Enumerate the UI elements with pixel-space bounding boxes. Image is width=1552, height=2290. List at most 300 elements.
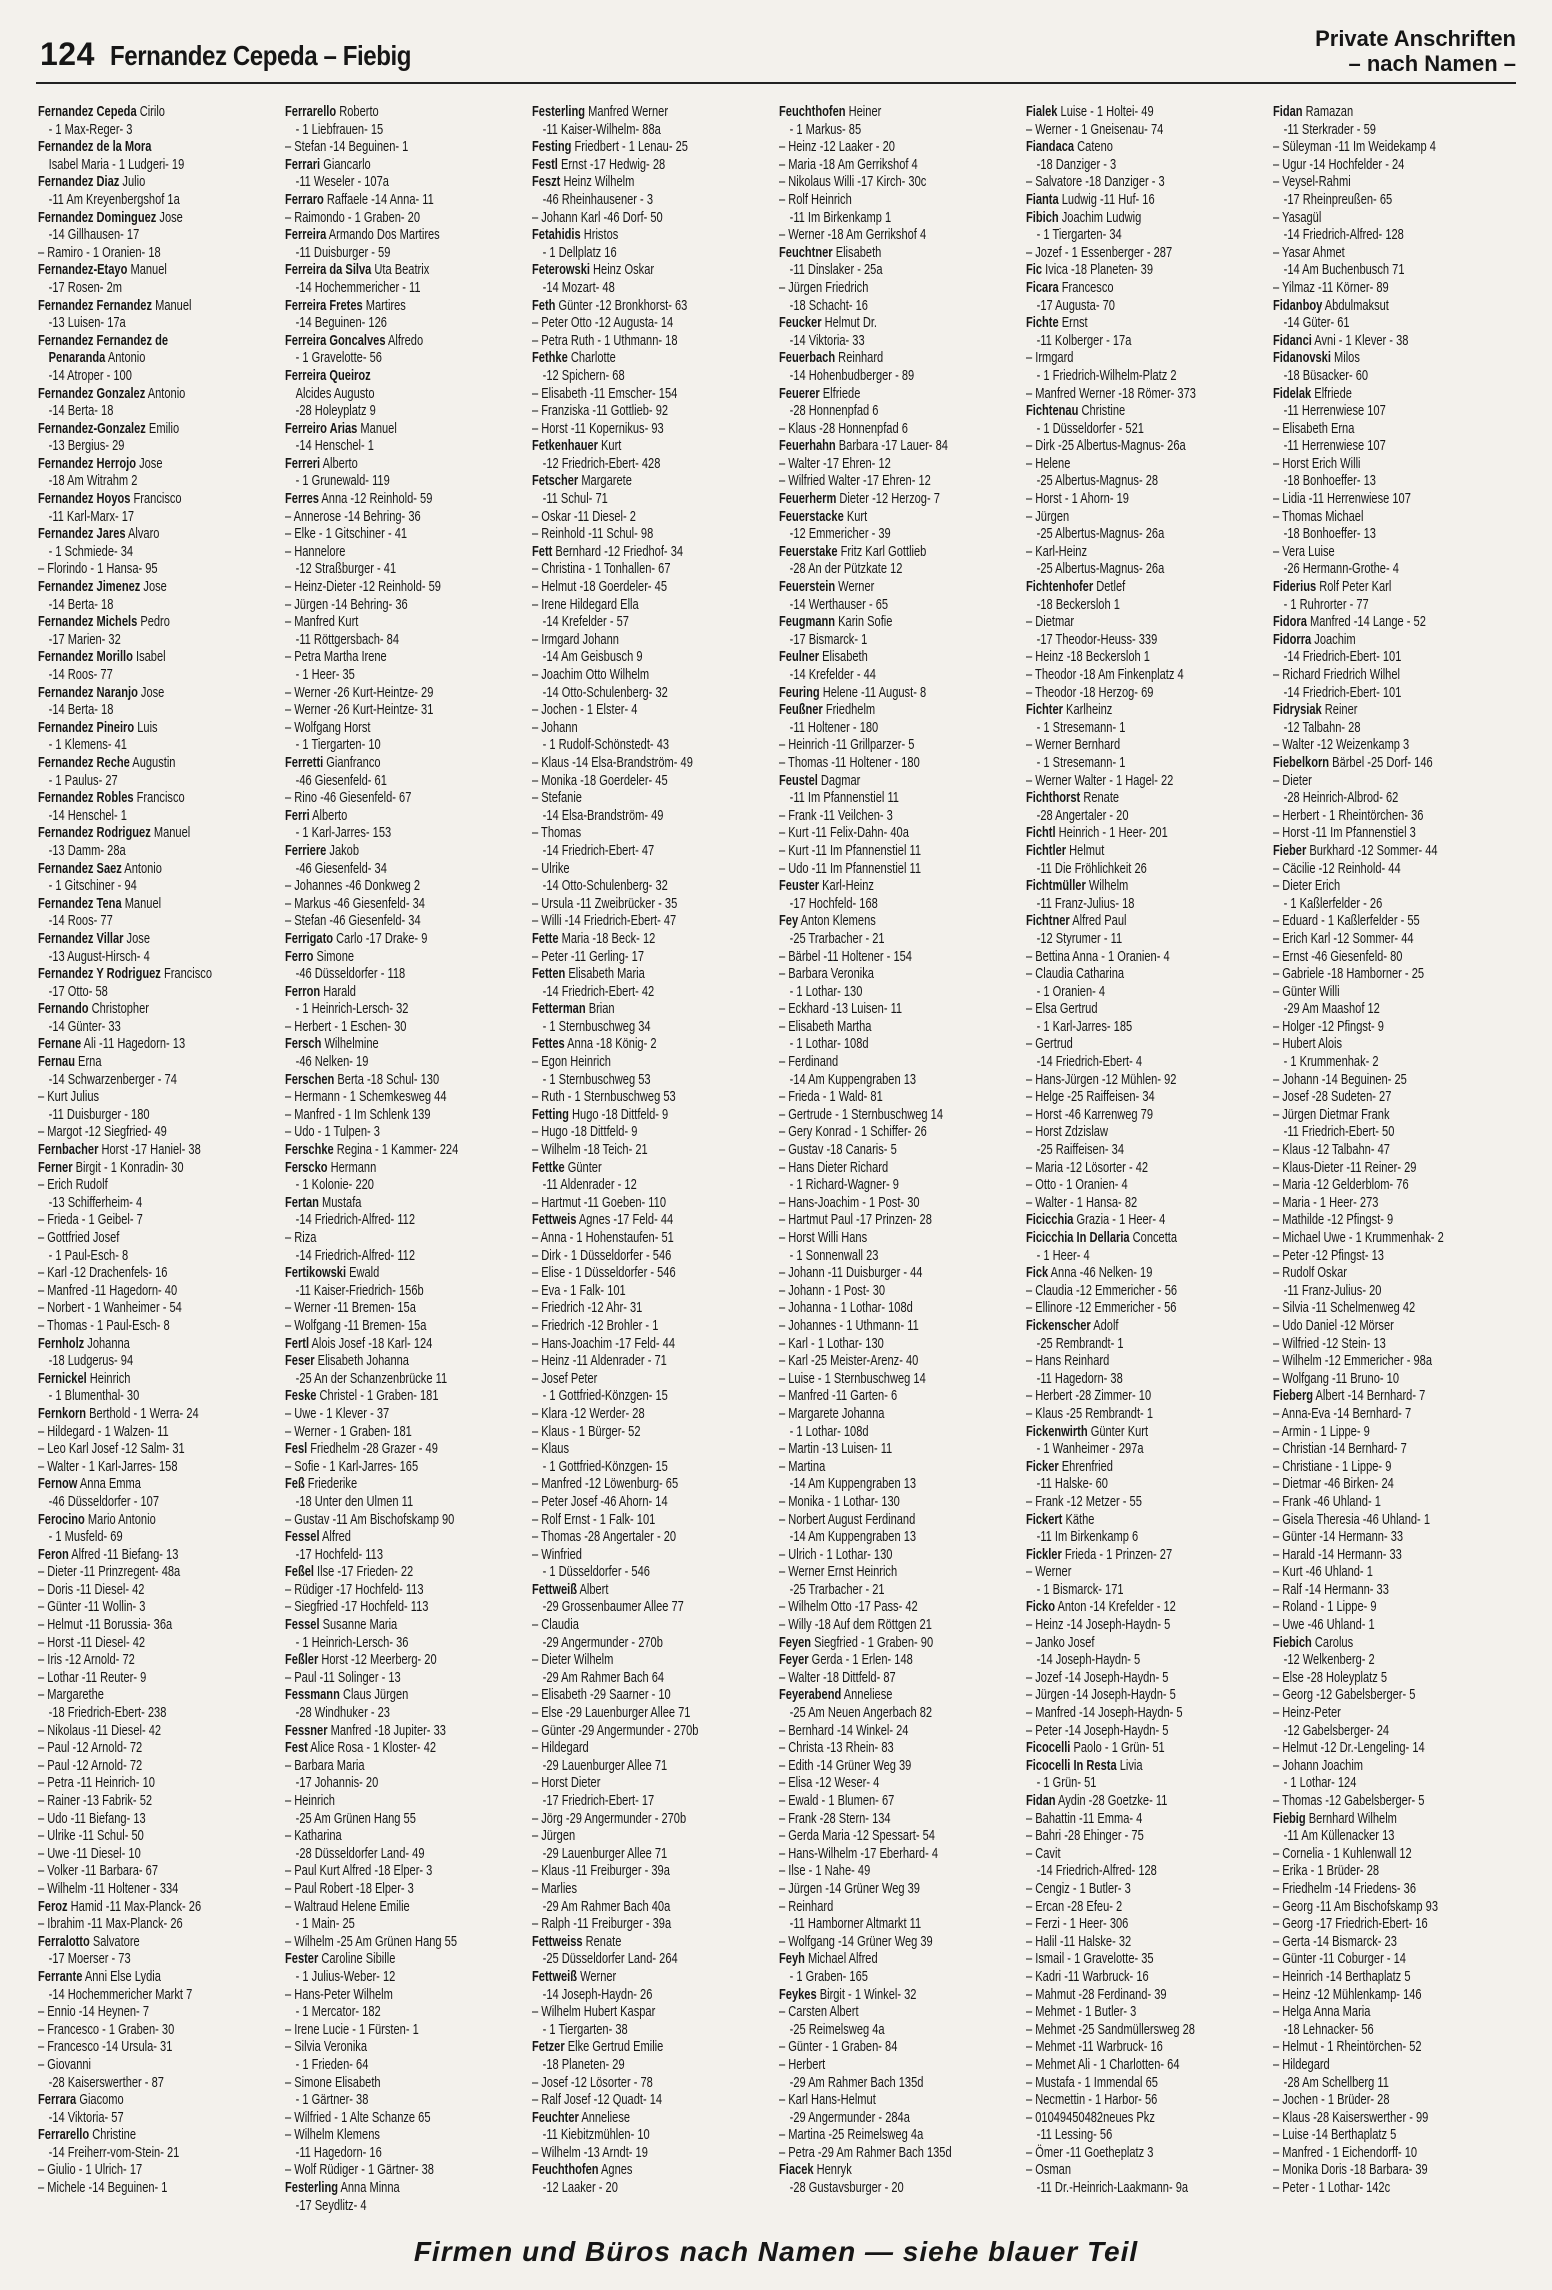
entry-details: – Rainer -13 Fabrik- 52 — [38, 1793, 153, 1809]
entry-details: Simone — [313, 948, 355, 965]
entry-details: - 1 Heer- 35 — [295, 667, 355, 683]
directory-entry — [779, 1582, 1015, 1600]
entry-details: Henryk — [813, 2162, 852, 2179]
directory-entry — [285, 1793, 521, 1811]
directory-column-5 — [1026, 104, 1262, 2222]
entry-details: – Hans-Wilhelm -17 Eberhard- 4 — [779, 1845, 939, 1862]
entry-details: – Elsa Gertrud — [1026, 1001, 1098, 1018]
directory-entry — [38, 1300, 274, 1318]
entry-details: – Jürgen -14 Joseph-Haydn- 5 — [1026, 1687, 1176, 1704]
entry-details: – Erich Rudolf — [38, 1177, 108, 1194]
directory-entry — [38, 1846, 274, 1864]
entry-surname: Ferreira Goncalves — [285, 332, 386, 349]
directory-entry — [532, 1582, 768, 1600]
entry-surname: Ficicchia — [1026, 1212, 1074, 1229]
directory-entry — [285, 2162, 521, 2180]
directory-entry — [1026, 1987, 1262, 2005]
directory-entry — [38, 702, 274, 720]
directory-entry — [38, 579, 274, 597]
directory-entry — [1026, 2004, 1262, 2022]
directory-entry — [1026, 438, 1262, 456]
entry-details: Ilse -17 Frieden- 22 — [313, 1564, 414, 1581]
entry-details: – Ibrahim -11 Max-Planck- 26 — [38, 1916, 183, 1933]
entry-details: – Helmut -18 Goerdeler- 45 — [532, 579, 668, 596]
entry-details: – Frank -12 Metzer - 55 — [1026, 1493, 1142, 1510]
directory-entry — [1273, 1899, 1509, 1917]
entry-surname: Ferreira da Silva — [285, 262, 372, 279]
entry-details: – Bärbel -11 Holtener - 154 — [779, 948, 912, 965]
directory-entry — [285, 2127, 521, 2145]
entry-details: – Helge -25 Raiffeisen- 34 — [1026, 1089, 1155, 1106]
entry-details: - 1 Schmiede- 34 — [48, 543, 134, 560]
entry-details: – Peter Otto -12 Augusta- 14 — [532, 315, 674, 332]
entry-details: – Thomas -28 Angertaler - 20 — [532, 1529, 677, 1546]
directory-entry — [1026, 1072, 1262, 1090]
directory-entry — [285, 825, 521, 843]
directory-entry — [38, 949, 274, 967]
directory-entry — [532, 2145, 768, 2163]
entry-details: – Wolfgang Horst — [285, 719, 371, 736]
entry-surname: Fickler — [1026, 1546, 1062, 1563]
directory-entry — [38, 1054, 274, 1072]
entry-details: – Mehmet Ali - 1 Charlotten- 64 — [1026, 2056, 1180, 2073]
entry-details: – Christian -14 Bernhard- 7 — [1273, 1441, 1407, 1458]
entry-details: – Monika Doris -18 Barbara- 39 — [1273, 2162, 1428, 2179]
directory-entry — [38, 1195, 274, 1213]
entry-details: -14 Werthauser - 65 — [789, 596, 889, 613]
directory-entry — [285, 931, 521, 949]
directory-entry — [38, 1177, 274, 1195]
section-title-line2: – nach Namen – — [1348, 51, 1516, 76]
entry-details: -14 Mozart- 48 — [542, 279, 615, 296]
directory-entry — [779, 315, 1015, 333]
entry-details: -18 Ludgerus- 94 — [48, 1353, 134, 1370]
directory-entry — [285, 1687, 521, 1705]
entry-surname: Penaranda — [48, 350, 106, 367]
entry-surname: Fettweiß — [532, 1968, 577, 1985]
entry-details: – Hugo -18 Dittfeld- 9 — [532, 1124, 638, 1141]
directory-entry — [38, 561, 274, 579]
directory-column-6 — [1273, 104, 1509, 2222]
directory-entry — [1026, 509, 1262, 527]
entry-details: -11 Hagedorn- 38 — [1036, 1370, 1123, 1387]
directory-entry — [38, 1371, 274, 1389]
entry-surname: Fernow — [38, 1476, 78, 1493]
directory-entry — [1026, 2092, 1262, 2110]
directory-entry — [779, 1001, 1015, 1019]
directory-entry — [1273, 1775, 1509, 1793]
entry-surname: Fessner — [285, 1722, 328, 1739]
directory-entry — [532, 1230, 768, 1248]
directory-entry — [38, 1318, 274, 1336]
directory-entry — [779, 1881, 1015, 1899]
directory-entry — [38, 861, 274, 879]
entry-details: – Paul -12 Arnold- 72 — [38, 1740, 143, 1757]
directory-entry — [1026, 966, 1262, 984]
entry-surname: Fernandez Cepeda — [38, 104, 137, 120]
directory-entry — [38, 1336, 274, 1354]
directory-entry — [38, 1899, 274, 1917]
directory-entry — [1026, 878, 1262, 896]
entry-details: Antonio — [105, 350, 146, 367]
directory-entry — [1026, 896, 1262, 914]
directory-entry — [1026, 649, 1262, 667]
entry-details: - 1 Blumenthal- 30 — [48, 1388, 140, 1405]
entry-details: – Wilhelm -12 Emmericher - 98a — [1273, 1353, 1433, 1370]
entry-details: Heinrich — [86, 1370, 131, 1387]
directory-entry — [779, 1775, 1015, 1793]
directory-entry — [532, 1775, 768, 1793]
directory-entry — [285, 1723, 521, 1741]
entry-details: – Frieda - 1 Wald- 81 — [779, 1089, 883, 1106]
entry-details: – Claudia Catharina — [1026, 966, 1125, 983]
entry-details: – Heinz -12 Mühlenkamp- 146 — [1273, 1986, 1422, 2003]
entry-details: -11 Halske- 60 — [1036, 1476, 1108, 1493]
entry-surname: Fichthorst — [1026, 790, 1081, 807]
directory-entry — [532, 878, 768, 896]
directory-entry — [285, 438, 521, 456]
directory-entry — [285, 491, 521, 509]
directory-entry — [1026, 1863, 1262, 1881]
directory-entry — [285, 1846, 521, 1864]
entry-details: - 1 Lothar- 108d — [789, 1036, 869, 1053]
entry-details: – Friedrich -12 Ahr- 31 — [532, 1300, 643, 1317]
entry-details: Werner — [576, 1968, 617, 1985]
entry-details: – Mehmet -25 Sandmüllersweg 28 — [1026, 2021, 1195, 2038]
entry-details: – Eckhard -13 Luisen- 11 — [779, 1001, 903, 1018]
entry-details: -28 Am Schellberg 11 — [1283, 2074, 1389, 2091]
entry-details: Bärbel -25 Dorf- 146 — [1329, 754, 1433, 771]
directory-entry — [285, 122, 521, 140]
entry-surname: Fidorra — [1273, 631, 1312, 648]
entry-details: -17 Augusta- 70 — [1036, 297, 1115, 314]
entry-details: – Wilfried Walter -17 Ehren- 12 — [779, 473, 931, 490]
entry-details: Elisabeth Johanna — [314, 1353, 409, 1370]
directory-entry — [1273, 1758, 1509, 1776]
entry-surname: Ferriere — [285, 842, 327, 859]
entry-details: – Heinz-Peter — [1273, 1705, 1341, 1722]
entry-details: Christine — [1078, 403, 1126, 420]
entry-details: - 1 Gitschiner - 94 — [48, 878, 137, 895]
entry-details: – Dieter Erich — [1273, 878, 1341, 895]
directory-entry — [532, 1124, 768, 1142]
entry-details: – Silvia -11 Schelmenweg 42 — [1273, 1300, 1416, 1317]
directory-entry — [779, 843, 1015, 861]
directory-entry — [285, 1248, 521, 1266]
directory-entry — [285, 403, 521, 421]
entry-details: – Halil -11 Halske- 32 — [1026, 1933, 1132, 1950]
entry-details: – Petra Ruth - 1 Uthmann- 18 — [532, 332, 678, 349]
entry-details: Ludwig -11 Huf- 16 — [1058, 191, 1155, 208]
directory-entry — [1273, 1846, 1509, 1864]
entry-details: – 01049450482neues Pkz — [1026, 2109, 1155, 2126]
directory-entry — [532, 2075, 768, 2093]
entry-details: Günter Kurt — [1087, 1423, 1149, 1440]
entry-surname: Fidan — [1273, 104, 1303, 120]
entry-details: Friedbert - 1 Lenau- 25 — [571, 139, 688, 156]
directory-entry — [1026, 262, 1262, 280]
entry-details: Hamid -11 Max-Planck- 26 — [67, 1898, 202, 1915]
entry-details: Ernst -17 Hedwig- 28 — [557, 156, 666, 173]
entry-details: – Barbara Maria — [285, 1757, 365, 1774]
directory-entry — [779, 790, 1015, 808]
entry-details: – Peter Josef -46 Ahorn- 14 — [532, 1493, 668, 1510]
entry-details: Friederike — [304, 1476, 358, 1493]
entry-details: - 1 Heer- 4 — [1036, 1247, 1090, 1264]
entry-details: – Johann Karl -46 Dorf- 50 — [532, 209, 663, 226]
entry-details: Friedhelm — [822, 702, 876, 719]
entry-details: -12 Talbahn- 28 — [1283, 719, 1361, 736]
entry-details: – Georg -12 Gabelsberger- 5 — [1273, 1687, 1416, 1704]
entry-details: Helene -11 August- 8 — [819, 684, 927, 701]
directory-entry — [1026, 473, 1262, 491]
directory-entry — [1026, 122, 1262, 140]
entry-details: -25 Albertus-Magnus- 28 — [1036, 473, 1159, 490]
directory-entry — [1273, 1723, 1509, 1741]
entry-details: -12 Styrumer - 11 — [1036, 930, 1123, 947]
entry-details: -17 Friedrich-Ebert- 17 — [542, 1793, 655, 1809]
directory-entry — [1026, 1670, 1262, 1688]
directory-entry — [532, 1863, 768, 1881]
directory-entry — [532, 2180, 768, 2198]
entry-surname: Ficara — [1026, 279, 1059, 296]
directory-entry — [1026, 2039, 1262, 2057]
entry-details: Joachim — [1311, 631, 1356, 648]
entry-surname: Feustel — [779, 772, 818, 789]
directory-entry — [779, 913, 1015, 931]
directory-entry — [532, 773, 768, 791]
page-number: 124 — [40, 36, 95, 72]
entry-details: -11 Franz-Julius- 20 — [1283, 1282, 1382, 1299]
entry-details: - 1 Karl-Jarres- 153 — [295, 825, 392, 842]
entry-details: -14 Atroper - 100 — [48, 367, 132, 384]
entry-details: – Kurt -11 Felix-Dahn- 40a — [779, 825, 909, 842]
directory-entry — [38, 526, 274, 544]
entry-details: -11 Aldenrader - 12 — [542, 1177, 637, 1194]
directory-entry — [285, 315, 521, 333]
entry-surname: Fetting — [532, 1106, 569, 1123]
entry-details: – Richard Friedrich Wilhel — [1273, 667, 1400, 683]
directory-entry — [38, 1072, 274, 1090]
entry-surname: Fichter — [1026, 702, 1063, 719]
entry-surname: Fett — [532, 543, 553, 560]
entry-details: - 1 Liebfrauen- 15 — [295, 121, 384, 138]
entry-details: Martires — [362, 297, 406, 314]
entry-details: – Bettina Anna - 1 Oranien- 4 — [1026, 948, 1170, 965]
directory-entry — [779, 1846, 1015, 1864]
directory-entry — [38, 2022, 274, 2040]
entry-details: – Karl -25 Meister-Arenz- 40 — [779, 1353, 919, 1370]
directory-entry — [779, 1265, 1015, 1283]
entry-details: Heinz Oskar — [589, 262, 655, 279]
entry-details: - 1 Gravelotte- 56 — [295, 350, 382, 367]
entry-surname: Ferrarello — [38, 2127, 90, 2144]
entry-details: Mario Antonio — [84, 1511, 156, 1528]
entry-details: -11 Röttgersbach- 84 — [295, 631, 400, 648]
entry-details: – Otto - 1 Oranien- 4 — [1026, 1177, 1128, 1194]
directory-entry — [1026, 755, 1262, 773]
directory-entry — [1273, 737, 1509, 755]
entry-details: Carolus — [1311, 1634, 1354, 1651]
directory-entry — [38, 685, 274, 703]
directory-entry — [779, 597, 1015, 615]
directory-entry — [38, 1987, 274, 2005]
entry-details: Cateno — [1074, 139, 1113, 156]
entry-details: -11 Weseler - 107a — [295, 174, 389, 191]
directory-entry — [1026, 790, 1262, 808]
entry-details: Helmut Dr. — [821, 315, 878, 332]
directory-entry — [1026, 1230, 1262, 1248]
directory-entry — [532, 1670, 768, 1688]
entry-details: – Thomas -12 Gabelsberger- 5 — [1273, 1793, 1425, 1809]
entry-surname: Ferrarello — [285, 104, 337, 120]
entry-details: – Jürgen Dietmar Frank — [1273, 1106, 1390, 1123]
entry-details: -17 Rheinpreußen- 65 — [1283, 191, 1393, 208]
directory-entry — [1273, 1564, 1509, 1582]
entry-details: -12 Friedrich-Ebert- 428 — [542, 455, 661, 472]
directory-entry — [532, 1916, 768, 1934]
directory-entry — [285, 1828, 521, 1846]
directory-entry — [779, 1512, 1015, 1530]
entry-details: – Dieter Wilhelm — [532, 1652, 614, 1669]
entry-surname: Fidrysiak — [1273, 702, 1322, 719]
directory-entry — [285, 1371, 521, 1389]
directory-entry — [1273, 1617, 1509, 1635]
directory-entry — [1026, 280, 1262, 298]
directory-entry — [1026, 139, 1262, 157]
entry-details: Giacomo — [76, 2092, 124, 2109]
directory-entry — [285, 1036, 521, 1054]
entry-details: -46 Nelken- 19 — [295, 1054, 369, 1071]
entry-surname: Fernandez-Gonzalez — [38, 420, 146, 437]
entry-surname: Ferschke — [285, 1142, 334, 1159]
entry-details: – Margarethe — [38, 1687, 104, 1704]
directory-entry — [1273, 685, 1509, 703]
entry-details: Alberto — [320, 455, 358, 472]
entry-surname: Fernandez Diaz — [38, 174, 120, 191]
entry-details: Raffaele -14 Anna- 11 — [323, 191, 434, 208]
entry-details: Elfriede — [819, 385, 861, 402]
entry-surname: Fidelak — [1273, 385, 1312, 402]
directory-entry — [779, 1406, 1015, 1424]
entry-details: – Marlies — [532, 1880, 577, 1897]
directory-entry — [532, 1652, 768, 1670]
directory-entry — [532, 1424, 768, 1442]
entry-details: – Cäcilie -12 Reinhold- 44 — [1273, 860, 1401, 877]
directory-entry — [1273, 755, 1509, 773]
entry-details: – Erich Karl -12 Sommer- 44 — [1273, 930, 1414, 947]
entry-details: – Horst Dieter — [532, 1775, 601, 1792]
directory-entry — [285, 2110, 521, 2128]
entry-details: – Rolf Heinrich — [779, 191, 852, 208]
directory-entry — [532, 861, 768, 879]
directory-entry — [1273, 1124, 1509, 1142]
entry-details: – Ulrich - 1 Lothar- 130 — [779, 1546, 893, 1563]
directory-entry — [285, 913, 521, 931]
entry-surname: Fick — [1026, 1265, 1049, 1282]
directory-entry — [1026, 1828, 1262, 1846]
directory-column-2 — [285, 104, 521, 2222]
directory-entry — [1026, 2162, 1262, 2180]
entry-details: – Simone Elisabeth — [285, 2074, 381, 2091]
entry-details: -46 Düsseldorfer - 107 — [48, 1493, 159, 1510]
entry-details: - 1 Tiergarten- 10 — [295, 737, 381, 754]
directory-entry — [532, 2057, 768, 2075]
directory-entry — [285, 280, 521, 298]
entry-details: – Florindo - 1 Hansa- 95 — [38, 561, 158, 578]
directory-entry — [779, 544, 1015, 562]
entry-details: -14 Schwarzenberger - 74 — [48, 1071, 177, 1088]
entry-surname: Feterowski — [532, 262, 590, 279]
directory-entry — [1273, 2039, 1509, 2057]
entry-details: – Margarete Johanna — [779, 1405, 885, 1422]
directory-entry — [1273, 1265, 1509, 1283]
directory-entry — [779, 1811, 1015, 1829]
directory-entry — [285, 262, 521, 280]
directory-entry — [1026, 526, 1262, 544]
directory-entry — [779, 2162, 1015, 2180]
directory-entry — [285, 1424, 521, 1442]
directory-entry — [1273, 614, 1509, 632]
entry-details: – Silvia Veronika — [285, 2039, 368, 2056]
entry-details: – Irmgard — [1026, 350, 1074, 367]
entry-details: – Petra -29 Am Rahmer Bach 135d — [779, 2144, 952, 2161]
directory-entry — [779, 1036, 1015, 1054]
directory-entry — [532, 544, 768, 562]
entry-details: – Hubert Alois — [1273, 1036, 1343, 1053]
directory-entry — [285, 1107, 521, 1125]
entry-details: Giancarlo — [320, 156, 371, 173]
entry-details: Wilhelmine — [321, 1036, 379, 1053]
directory-entry — [532, 2092, 768, 2110]
directory-entry — [38, 544, 274, 562]
entry-details: – Klaus -28 Honnenpfad 6 — [779, 420, 908, 437]
entry-surname: Feuring — [779, 684, 820, 701]
entry-details: – Günter -29 Angermunder - 270b — [532, 1722, 699, 1739]
entry-details: Mustafa — [318, 1194, 362, 1211]
entry-surname: Feske — [285, 1388, 317, 1405]
directory-entry — [1026, 1846, 1262, 1864]
directory-entry — [285, 896, 521, 914]
entry-details: – Winfried — [532, 1546, 582, 1563]
directory-entry — [1273, 1934, 1509, 1952]
entry-details: – Thomas Michael — [1273, 508, 1364, 525]
entry-surname: Fiebich — [1273, 1634, 1312, 1651]
entry-details: - 1 Frieden- 64 — [295, 2056, 369, 2073]
entry-details: – Willi -14 Friedrich-Ebert- 47 — [532, 913, 677, 930]
directory-entry — [285, 1547, 521, 1565]
directory-entry — [779, 2145, 1015, 2163]
directory-entry — [779, 1476, 1015, 1494]
entry-details: – Jürgen -14 Grüner Weg 39 — [779, 1880, 920, 1897]
entry-details: Dieter -12 Herzog- 7 — [836, 491, 940, 508]
entry-details: -14 Berta- 18 — [48, 702, 114, 719]
directory-entry — [38, 227, 274, 245]
directory-entry — [38, 298, 274, 316]
directory-entry — [285, 1300, 521, 1318]
directory-entry — [1273, 386, 1509, 404]
entry-details: - 1 Lothar- 124 — [1283, 1775, 1357, 1792]
entry-details: – Manfred -11 Garten- 6 — [779, 1388, 898, 1405]
entry-details: Salvatore — [89, 1933, 140, 1950]
directory-entry — [38, 878, 274, 896]
directory-entry — [779, 473, 1015, 491]
entry-details: - 1 Tiergarten- 38 — [542, 2021, 628, 2038]
directory-entry — [779, 1687, 1015, 1705]
directory-entry — [38, 1459, 274, 1477]
entry-details: Manuel — [152, 297, 192, 314]
directory-entry — [1026, 1494, 1262, 1512]
